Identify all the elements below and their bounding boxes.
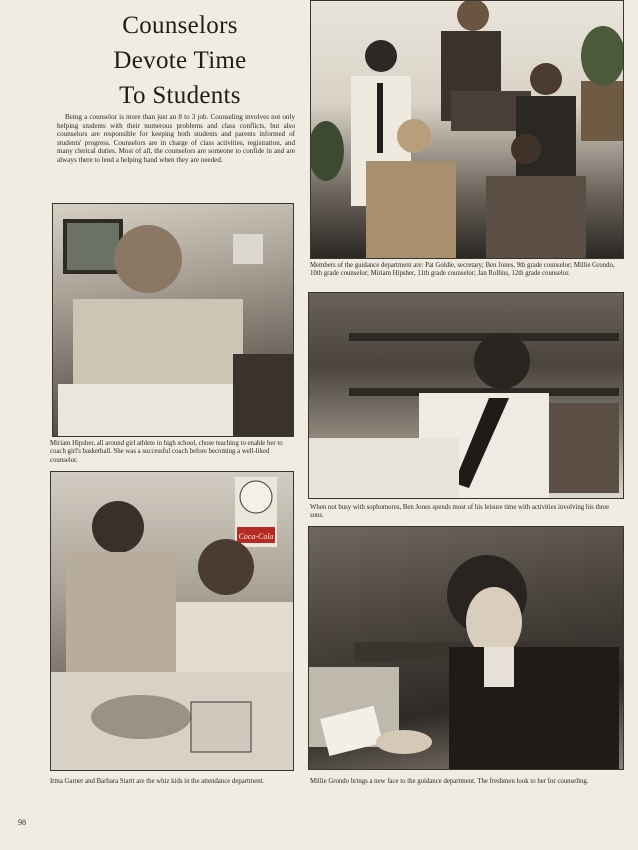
page-title: [52, 8, 308, 113]
grondo-photo-art: [309, 527, 623, 769]
caption-group-photo: Members of the guidance department are: Pat Goldie, secretary; Ben Jones, 9th grade counselor; Millie Grondo, 10th grade counselor; Miriam Hipsher, 11th grade counselor; Jan Rollins, 12th grade counselor.: [310, 262, 615, 278]
coca-cola-sign-text: Coca-Cola: [238, 532, 274, 541]
caption-hipsher-photo: Miriam Hipsher, all around girl athlete in high school, chose teaching to enable her to coach girl's basketball. She was a successful coach before becoming a well-liked counselor.: [50, 440, 283, 464]
title-line-3: To Students: [119, 82, 241, 109]
intro-paragraph: Being a counselor is more than just an 8 to 3 job. Counseling involves not only helping students with their numerous problems and class conflicts, but also counselors are responsible for keeping both students and parents informed of students' progress. Counselors are in charge of class activities, registration, and many clerical duties. Most of all, the counselors are someone to confide in and are always there to lend a helping hand when they are needed.: [57, 113, 295, 164]
jones-photo: [308, 292, 624, 499]
garner-startt-photo: [50, 471, 294, 771]
group-photo: [310, 0, 624, 259]
caption-jones-photo: When not busy with sophomores, Ben Jones spends most of his leisure time with activities involving his three sons.: [310, 504, 610, 520]
page-number: 98: [18, 818, 26, 827]
grondo-photo: [308, 526, 624, 770]
hipsher-photo-art: [53, 204, 293, 436]
caption-grondo-photo: Millie Grondo brings a new face to the guidance department. The freshmen look to her for counseling.: [310, 778, 589, 785]
title-line-2: Devote Time: [113, 47, 247, 74]
caption-garner-startt-photo: Irma Garner and Barbara Startt are the whiz kids in the attendance department.: [50, 778, 265, 785]
garner-startt-photo-art: [51, 472, 293, 770]
hipsher-photo: [52, 203, 294, 437]
title-line-1: Counselors: [122, 12, 238, 39]
group-photo-art: [311, 1, 623, 258]
jones-photo-art: [309, 293, 623, 498]
